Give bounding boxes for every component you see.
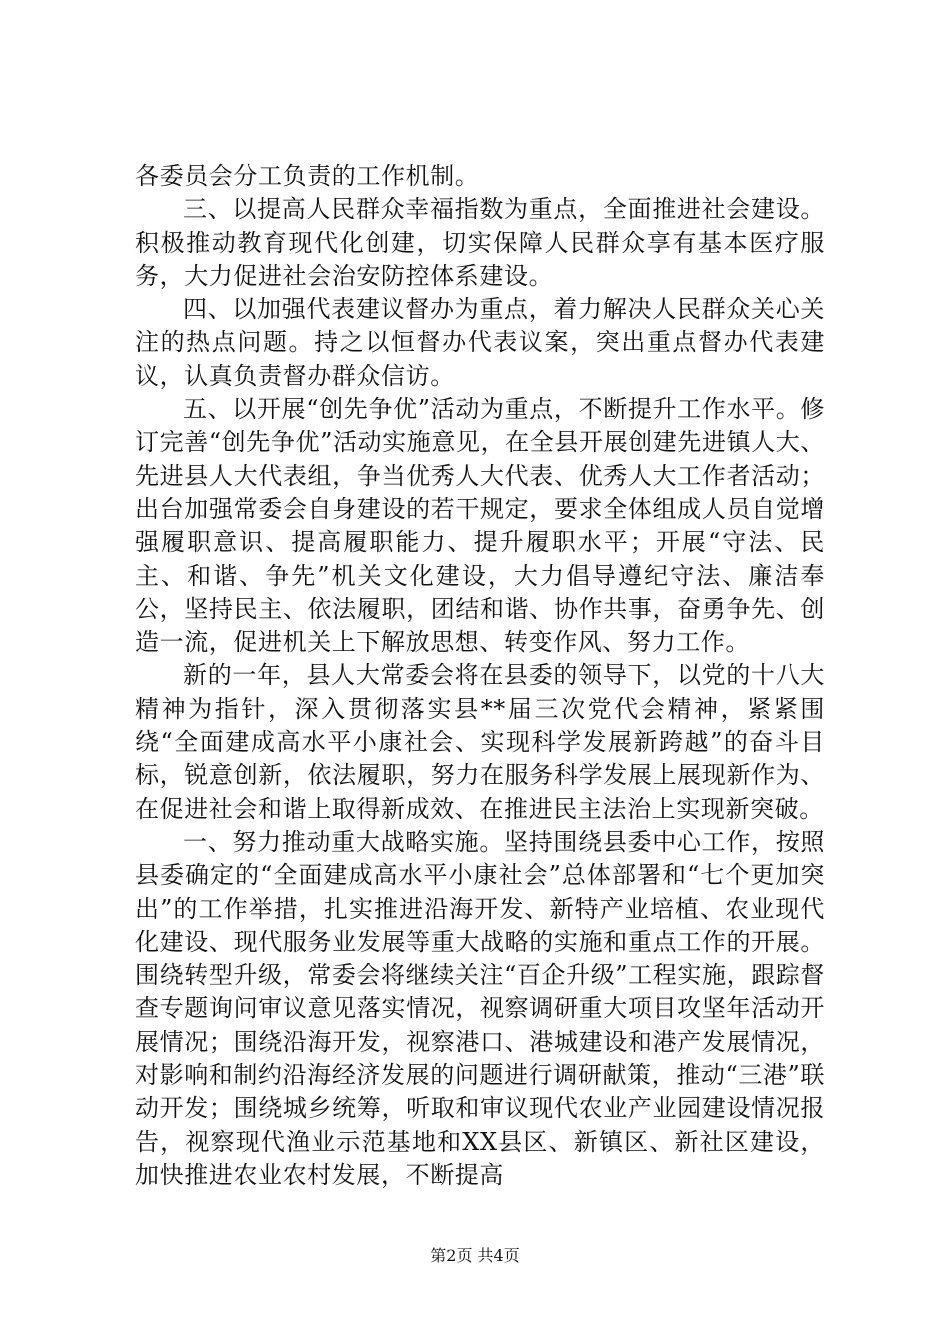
paragraph-new-year: 新的一年，县人大常委会将在县委的领导下，以党的十八大精神为指针，深入贯彻落实县**届三次党代会精神，紧紧围绕“全面建成高水平小康社会、实现科学发展新跨越”的奋斗目标，锐意创新，依法履职，努力在服务科学发展上展现新作为、在促进社会和谐上取得新成效、在推进民主法治上实现新突破。 (135, 661, 825, 823)
paragraph-social-construction: 三、以提高人民群众幸福指数为重点，全面推进社会建设。积极推动教育现代化创建，切实保障人民群众享有基本医疗服务，大力促进社会治安防控体系建设。 (135, 195, 825, 290)
document-body (135, 160, 825, 1192)
page-number-footer: 第2页 共4页 (430, 1246, 520, 1265)
paragraph-continuation: 各委员会分工负责的工作机制。 (135, 162, 480, 190)
paragraph-representative-suggestions: 四、以加强代表建议督办为重点，着力解决人民群众关心关注的热点问题。持之以恒督办代表议案，突出重点督办代表建议，认真负责督办群众信访。 (135, 295, 825, 390)
paragraph-major-strategy: 一、努力推动重大战略实施。坚持围绕县委中心工作，按照县委确定的“全面建成高水平小康社会”总体部署和“七个更加突出”的工作举措，扎实推进沿海开发、新特产业培植、农业现代化建设、现代服务业发展等重大战略的实施和重点工作的开展。围绕转型升级，常委会将继续关注“百企升级”工程实施，跟踪督查专题询问审议意见落实情况，视察调研重大项目攻坚年活动开展情况；围绕沿海开发，视察港口、港城建设和港产发展情况，对影响和制约沿海经济发展的问题进行调研献策，推动“三港”联动开发；围绕城乡统筹，听取和审议现代农业产业园建设情况报告，视察现代渔业示范基地和XX县区、新镇区、新社区建设，加快推进农业农村发展，不断提高 (135, 827, 825, 1189)
paragraph-excellence-activity: 五、以开展“创先争优”活动为重点，不断提升工作水平。修订完善“创先争优”活动实施意见，在全县开展创建先进镇人大、先进县人大代表组，争当优秀人大代表、优秀人大工作者活动；出台加强常委会自身建设的若干规定，要求全体组成人员自觉增强履职意识、提高履职能力、提升履职水平；开展“守法、民主、和谐、争先”机关文化建设，大力倡导遵纪守法、廉洁奉公，坚持民主、依法履职，团结和谐、协作共事，奋勇争先、创造一流，促进机关上下解放思想、转变作风、努力工作。 (135, 395, 825, 657)
